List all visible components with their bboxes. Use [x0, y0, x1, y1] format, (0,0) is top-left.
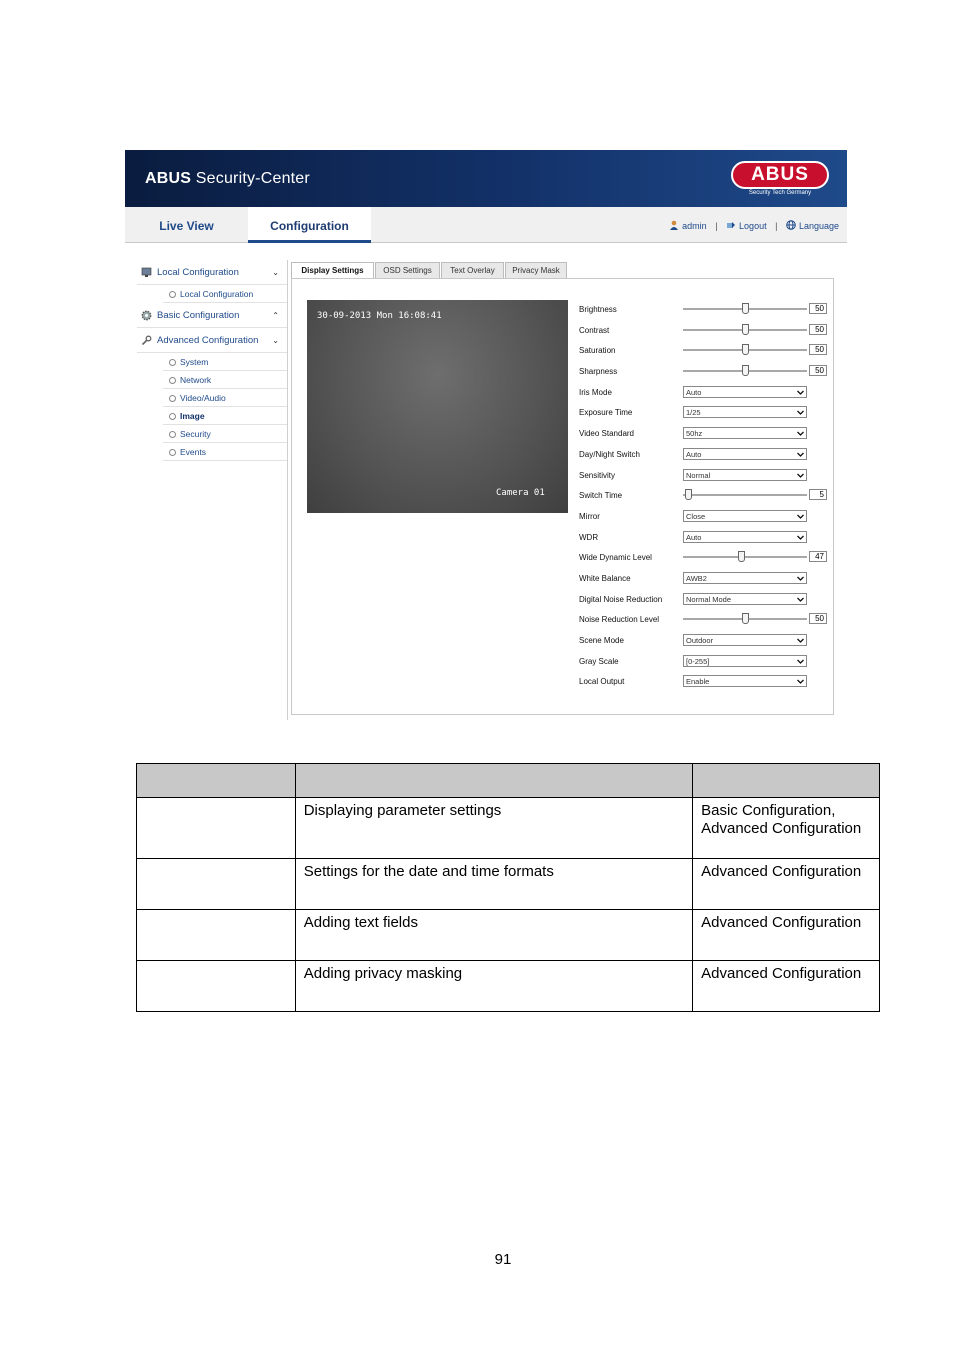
- slider-handle[interactable]: [685, 489, 692, 500]
- chevron-down-icon: [796, 450, 805, 459]
- logout-icon: [726, 220, 736, 230]
- tab-live-view[interactable]: Live View: [159, 219, 214, 233]
- sidebar-advanced-label: Advanced Configuration: [157, 335, 259, 346]
- param-row: [579, 612, 829, 633]
- gear-icon: [141, 310, 152, 321]
- param-select[interactable]: [683, 448, 807, 460]
- table-cell-description: Adding privacy masking: [295, 961, 692, 1012]
- sidebar-item-events[interactable]: Events: [163, 443, 287, 461]
- table-row: [137, 910, 880, 961]
- param-label: Day/Night Switch: [579, 449, 640, 459]
- param-row: [579, 343, 829, 364]
- globe-icon: [786, 220, 796, 230]
- tab-display-settings[interactable]: Display Settings: [291, 262, 374, 279]
- sidebar-divider: [287, 260, 288, 720]
- param-label: Iris Mode: [579, 387, 612, 397]
- chevron-down-icon: [796, 408, 805, 417]
- chevron-up-icon: ⌃: [272, 311, 279, 320]
- select-value: Normal Mode: [686, 594, 732, 604]
- table-cell-tab: [137, 859, 296, 910]
- param-select[interactable]: [683, 469, 807, 481]
- separator: |: [775, 221, 778, 231]
- config-sidebar: [137, 260, 287, 461]
- tab-text-overlay[interactable]: Text Overlay: [441, 262, 504, 279]
- param-slider[interactable]: [683, 303, 807, 315]
- header-banner: [125, 150, 847, 207]
- table-row: [137, 798, 880, 859]
- osd-timestamp: 30-09-2013 Mon 16:08:41: [317, 311, 442, 321]
- slider-value-field[interactable]: 5: [809, 489, 827, 500]
- user-icon: [669, 220, 679, 230]
- param-label: WDR: [579, 532, 599, 542]
- table-cell-description: Adding text fields: [295, 910, 692, 961]
- param-row: [579, 592, 829, 613]
- osd-camera-name: Camera 01: [496, 488, 545, 498]
- param-row: [579, 633, 829, 654]
- slider-handle[interactable]: [742, 303, 749, 314]
- param-label: White Balance: [579, 573, 631, 583]
- param-row: [579, 385, 829, 406]
- select-value: Auto: [686, 449, 702, 459]
- sidebar-item-security[interactable]: Security: [163, 425, 287, 443]
- param-select[interactable]: [683, 675, 807, 687]
- logo-tagline: Security Tech Germany: [748, 190, 812, 196]
- slider-value-field[interactable]: 50: [809, 344, 827, 355]
- chevron-down-icon: [796, 471, 805, 480]
- sidebar-item-local-configuration[interactable]: Local Configuration: [163, 285, 287, 303]
- select-value: Close: [686, 511, 706, 521]
- sidebar-basic-label: Basic Configuration: [157, 310, 240, 321]
- user-name: admin: [682, 221, 707, 231]
- abus-logo: [731, 161, 829, 199]
- slider-value-field[interactable]: 47: [809, 551, 827, 562]
- chevron-down-icon: ⌄: [272, 268, 279, 277]
- page-number: 91: [494, 1251, 512, 1268]
- table-cell-tab: [137, 961, 296, 1012]
- tab-configuration[interactable]: Configuration: [248, 207, 371, 243]
- sidebar-basic-configuration[interactable]: [137, 303, 287, 328]
- table-cell-availability: Advanced Configuration: [693, 859, 880, 910]
- param-label: Contrast: [579, 325, 610, 335]
- param-select[interactable]: [683, 531, 807, 543]
- param-select[interactable]: [683, 406, 807, 418]
- slider-value-field[interactable]: 50: [809, 324, 827, 335]
- select-value: 1/25: [686, 408, 701, 418]
- param-slider[interactable]: [683, 344, 807, 356]
- logout-label: Logout: [739, 221, 767, 231]
- param-slider[interactable]: [683, 613, 807, 625]
- param-label: Saturation: [579, 346, 616, 356]
- table-cell-description: Settings for the date and time formats: [295, 859, 692, 910]
- select-value: 50hz: [686, 429, 703, 439]
- select-value: AWB2: [686, 573, 707, 583]
- slider-value-field[interactable]: 50: [809, 613, 827, 624]
- tab-description-table: [136, 763, 880, 1012]
- param-label: Gray Scale: [579, 656, 619, 666]
- select-value: Auto: [686, 387, 702, 397]
- param-row: [579, 323, 829, 344]
- user-link[interactable]: [669, 221, 709, 231]
- param-label: Brightness: [579, 305, 617, 314]
- slider-value-field[interactable]: 50: [809, 365, 827, 376]
- select-value: [0-255]: [686, 656, 710, 666]
- slider-value-field[interactable]: 50: [809, 303, 827, 314]
- param-label: Wide Dynamic Level: [579, 553, 652, 563]
- chevron-down-icon: ⌄: [272, 336, 279, 345]
- param-label: Noise Reduction Level: [579, 615, 660, 625]
- chevron-down-icon: [796, 657, 805, 666]
- slider-track: [683, 494, 807, 496]
- language-label: Language: [798, 221, 839, 231]
- language-link[interactable]: [786, 221, 839, 231]
- param-row: [579, 426, 829, 447]
- sidebar-item-system[interactable]: System: [163, 353, 287, 371]
- sidebar-item-network[interactable]: Network: [163, 371, 287, 389]
- param-select[interactable]: [683, 593, 807, 605]
- sidebar-item-video-audio[interactable]: Video/Audio: [163, 389, 287, 407]
- camera-preview: [307, 300, 568, 513]
- param-row: [579, 674, 829, 695]
- param-select[interactable]: [683, 510, 807, 522]
- sidebar-advanced-configuration[interactable]: [137, 328, 287, 353]
- user-bar: [669, 207, 839, 243]
- param-row: [579, 405, 829, 426]
- table-cell-tab: [137, 798, 296, 859]
- table-row: [137, 859, 880, 910]
- param-row: [579, 654, 829, 675]
- param-slider[interactable]: [683, 324, 807, 336]
- table-cell-availability: Advanced Configuration: [693, 910, 880, 961]
- select-value: Outdoor: [686, 636, 714, 645]
- table-header-cell: [295, 764, 692, 798]
- param-row: [579, 468, 829, 489]
- display-parameters: [579, 302, 829, 695]
- abus-web-ui: [125, 150, 847, 722]
- chevron-down-icon: [796, 595, 805, 604]
- slider-handle[interactable]: [742, 344, 749, 355]
- tab-osd-settings[interactable]: OSD Settings: [375, 262, 440, 279]
- param-slider[interactable]: [683, 365, 807, 377]
- param-row: [579, 509, 829, 530]
- main-nav: [125, 207, 847, 243]
- param-label: Mirror: [579, 511, 600, 521]
- param-slider[interactable]: [683, 551, 807, 563]
- wrench-icon: [141, 335, 152, 346]
- chevron-down-icon: [796, 512, 805, 521]
- param-select[interactable]: [683, 634, 807, 646]
- sidebar-local-label: Local Configuration: [157, 267, 239, 278]
- chevron-down-icon: [796, 533, 805, 542]
- param-label: Exposure Time: [579, 408, 633, 418]
- table-row: [137, 961, 880, 1012]
- chevron-down-icon: [796, 429, 805, 438]
- table-header-cell: [693, 764, 880, 798]
- param-row: [579, 571, 829, 592]
- table-header-row: [137, 764, 880, 798]
- param-row: [579, 364, 829, 385]
- slider-handle[interactable]: [742, 613, 749, 624]
- param-label: Sharpness: [579, 367, 618, 377]
- param-row: [579, 447, 829, 468]
- slider-handle[interactable]: [738, 551, 745, 562]
- param-row: [579, 302, 829, 323]
- table-cell-description: Displaying parameter settings: [295, 798, 692, 859]
- separator: |: [715, 221, 718, 231]
- brand-title: ABUS Security-Center: [145, 170, 310, 187]
- chevron-down-icon: [796, 388, 805, 397]
- param-row: [579, 488, 829, 509]
- sidebar-local-configuration[interactable]: [137, 260, 287, 285]
- table-cell-availability: Advanced Configuration: [693, 961, 880, 1012]
- logo-wordmark: ABUS: [731, 161, 829, 189]
- slider-handle[interactable]: [742, 365, 749, 376]
- param-label: Switch Time: [579, 491, 623, 501]
- sidebar-item-image[interactable]: Image: [163, 407, 287, 425]
- param-slider[interactable]: [683, 489, 807, 501]
- tab-privacy-mask[interactable]: Privacy Mask: [505, 262, 567, 279]
- param-label: Video Standard: [579, 429, 635, 439]
- table-header-cell: [137, 764, 296, 798]
- param-select[interactable]: [683, 386, 807, 398]
- param-label: Sensitivity: [579, 470, 616, 480]
- param-select[interactable]: [683, 572, 807, 584]
- chevron-down-icon: [796, 574, 805, 583]
- param-row: [579, 550, 829, 571]
- param-row: [579, 530, 829, 551]
- logout-link[interactable]: [726, 221, 769, 231]
- select-value: Normal: [686, 470, 711, 480]
- param-select[interactable]: [683, 427, 807, 439]
- slider-handle[interactable]: [742, 324, 749, 335]
- chevron-down-icon: [796, 677, 805, 686]
- param-label: Digital Noise Reduction: [579, 594, 663, 604]
- chevron-down-icon: [796, 636, 805, 645]
- monitor-icon: [141, 267, 152, 278]
- select-value: Auto: [686, 532, 702, 542]
- param-select[interactable]: [683, 655, 807, 667]
- param-label: Scene Mode: [579, 636, 624, 645]
- param-label: Local Output: [579, 677, 625, 687]
- table-cell-tab: [137, 910, 296, 961]
- select-value: Enable: [686, 677, 710, 687]
- table-cell-availability: Basic Configuration, Advanced Configuration: [693, 798, 880, 859]
